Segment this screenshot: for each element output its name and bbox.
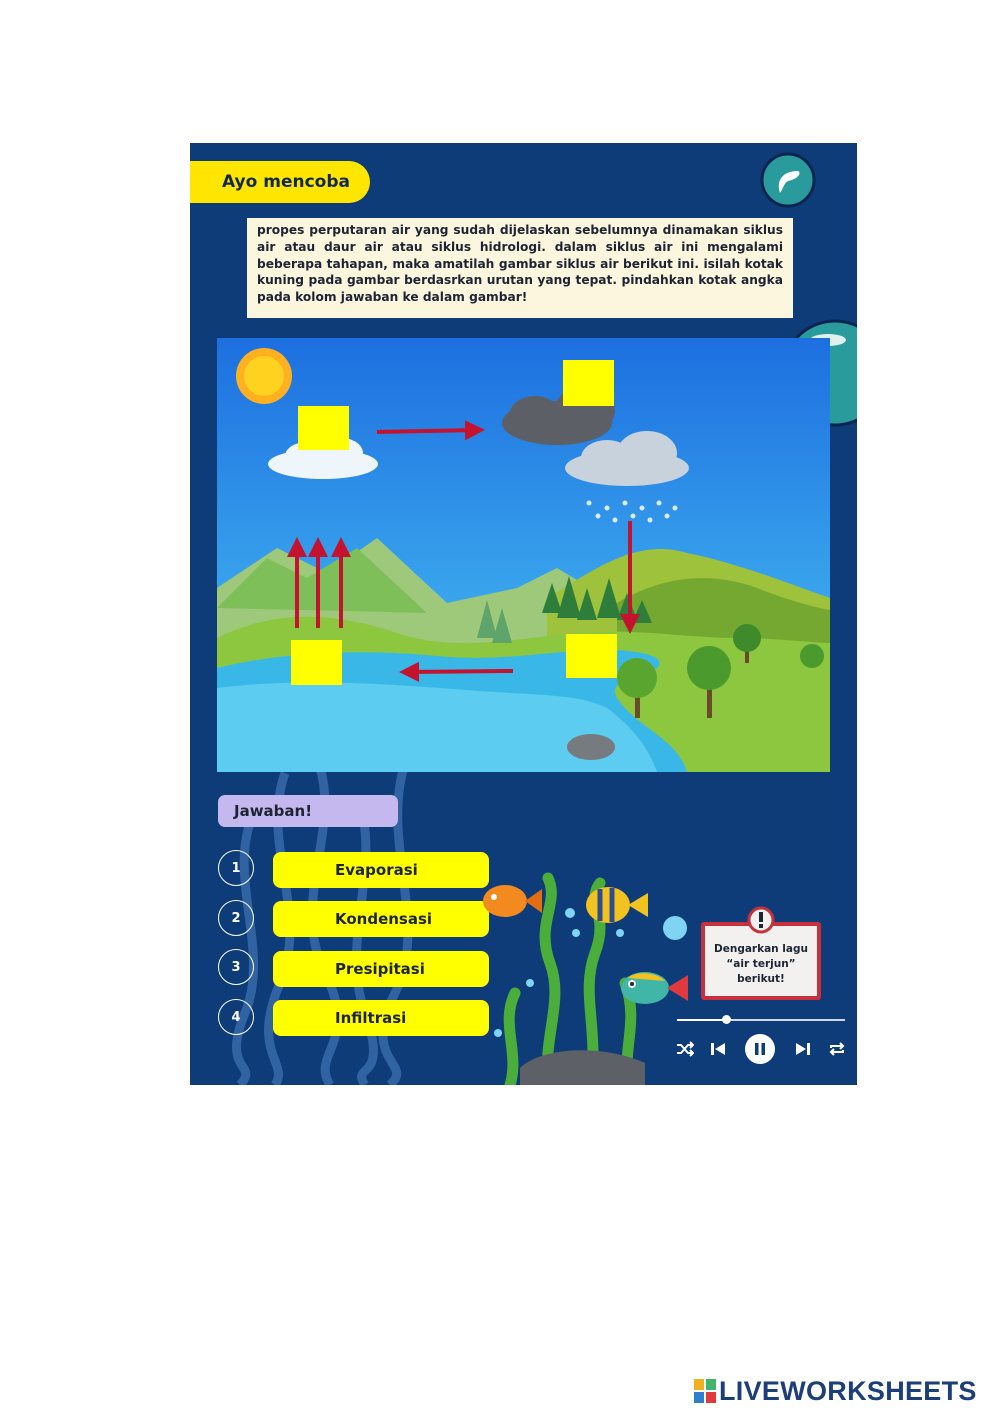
answer-kondensasi[interactable]: Kondensasi — [273, 901, 489, 937]
previous-button[interactable] — [708, 1038, 728, 1060]
fish-orange-icon — [483, 885, 542, 917]
section-title: Ayo mencoba — [190, 161, 370, 203]
shuffle-button[interactable] — [675, 1038, 695, 1060]
logo-text: LIVEWORKSHEETS — [719, 1375, 977, 1406]
answer-heading: Jawaban! — [218, 795, 398, 827]
answer-number-1[interactable]: 1 — [218, 850, 254, 886]
liveworksheets-logo — [693, 1374, 977, 1408]
liveworksheets-mark-icon — [693, 1378, 717, 1404]
worksheet-page — [190, 143, 857, 1085]
drop-box-cloud-left[interactable] — [298, 406, 349, 450]
answer-number-4[interactable]: 4 — [218, 999, 254, 1035]
player-progress-knob[interactable] — [722, 1015, 731, 1024]
skip-next-icon — [795, 1041, 811, 1057]
sun-icon — [236, 348, 292, 404]
notice-line-1: Dengarkan lagu — [714, 943, 808, 955]
bubble-icon — [660, 913, 690, 943]
swirl-badge-icon — [758, 151, 818, 211]
instructions-text: propes perputaran air yang sudah dijelaskan sebelumnya dinamakan siklus air atau daur air atau siklus hidrologi. dalam siklus air ini mengalami beberapa tahapan, maka amatilah gambar siklus air berikut ini. isilah kotak kuning pada gambar berdasrkan urutan yang tepat. pindahkan kotak angka pada kolom jawaban ke dalam gambar! — [247, 218, 793, 318]
pause-button[interactable] — [745, 1034, 775, 1064]
notice-line-2: “air terjun” — [726, 958, 796, 970]
drop-box-water[interactable] — [291, 640, 342, 685]
answer-infiltrasi[interactable]: Infiltrasi — [273, 1000, 489, 1036]
aquarium-decoration — [470, 863, 700, 1085]
answer-number-3[interactable]: 3 — [218, 949, 254, 985]
next-button[interactable] — [793, 1038, 813, 1060]
answer-presipitasi[interactable]: Presipitasi — [273, 951, 489, 987]
notice-line-3: berikut! — [737, 973, 785, 985]
repeat-button[interactable] — [827, 1038, 847, 1060]
shuffle-icon — [676, 1041, 694, 1057]
water-cycle-illustration — [217, 338, 830, 772]
fish-striped-icon — [586, 887, 648, 923]
pause-icon — [754, 1042, 766, 1056]
answer-number-2[interactable]: 2 — [218, 900, 254, 936]
repeat-icon — [828, 1041, 846, 1057]
fish-teal-icon — [621, 972, 688, 1004]
skip-previous-icon — [710, 1041, 726, 1057]
player-progress-fill — [677, 1019, 726, 1021]
answer-evaporasi[interactable]: Evaporasi — [273, 852, 489, 888]
exclamation-icon — [747, 906, 775, 934]
drop-box-cloud-right[interactable] — [563, 360, 614, 406]
drop-box-land[interactable] — [566, 634, 617, 678]
